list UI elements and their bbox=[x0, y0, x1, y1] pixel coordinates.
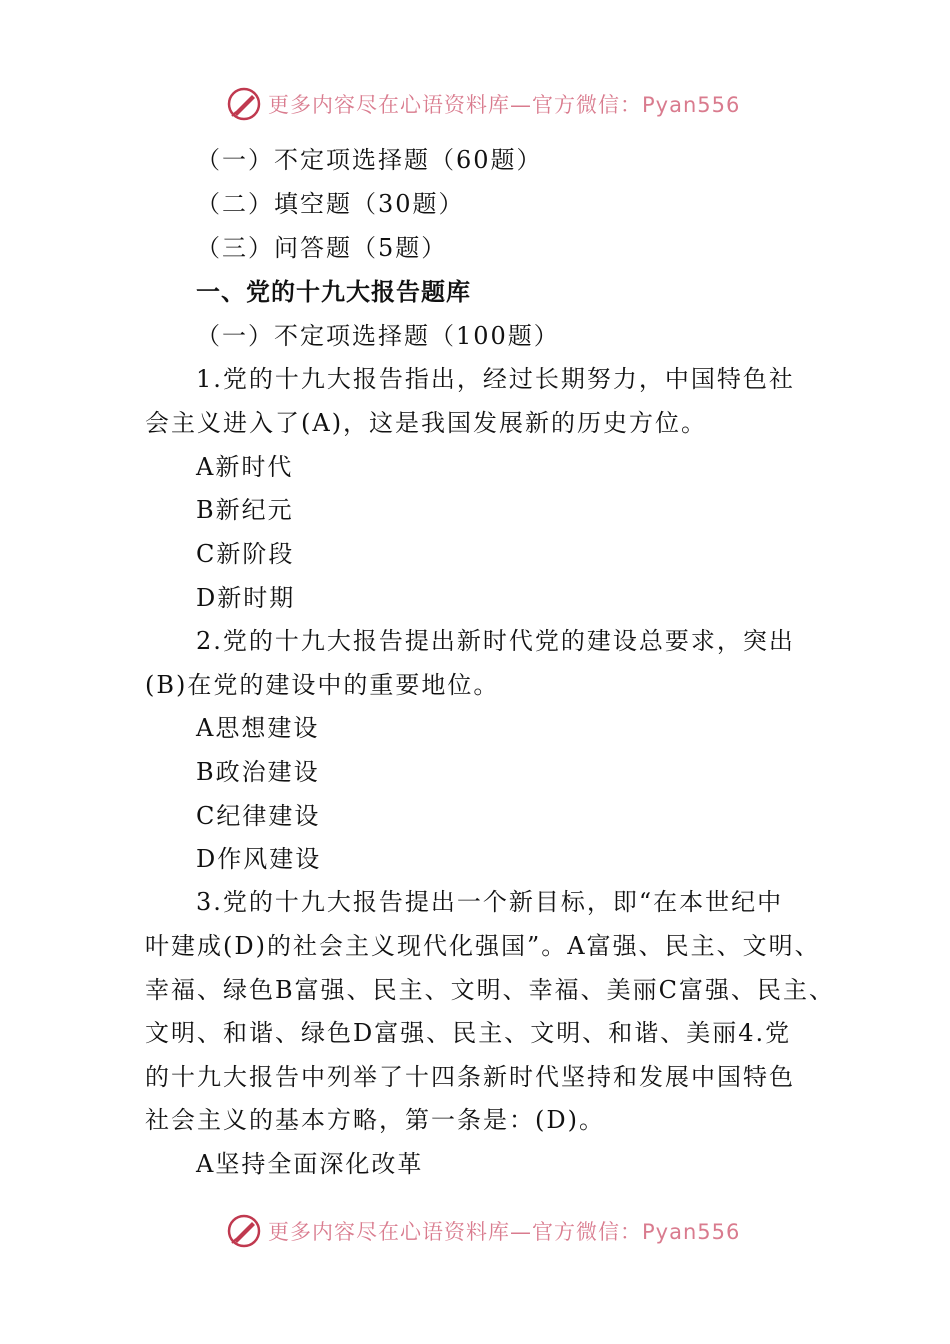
answer-option: A新时代 bbox=[196, 453, 294, 481]
answer-option: A思想建设 bbox=[196, 714, 320, 742]
header-watermark bbox=[226, 84, 740, 124]
question-text: 3.党的十九大报告提出一个新目标，即“在本世纪中 bbox=[196, 888, 784, 916]
footer-watermark bbox=[226, 1211, 740, 1251]
question-text: 的十九大报告中列举了十四条新时代坚持和发展中国特色 bbox=[145, 1063, 795, 1091]
question-text: (B)在党的建设中的重要地位。 bbox=[145, 671, 500, 699]
answer-option: C新阶段 bbox=[196, 540, 295, 568]
quill-logo-icon bbox=[226, 1213, 262, 1249]
question-text: 会主义进入了(A)，这是我国发展新的历史方位。 bbox=[145, 409, 708, 437]
question-text: 2.党的十九大报告提出新时代党的建设总要求，突出 bbox=[196, 627, 795, 655]
quill-logo-icon bbox=[226, 86, 262, 122]
section-heading: 一、党的十九大报告题库 bbox=[196, 278, 471, 306]
question-text: 1.党的十九大报告指出，经过长期努力，中国特色社 bbox=[196, 365, 795, 393]
answer-option: D新时期 bbox=[196, 584, 296, 612]
answer-option: C纪律建设 bbox=[196, 802, 321, 830]
answer-option: B政治建设 bbox=[196, 758, 320, 786]
answer-option: A坚持全面深化改革 bbox=[196, 1150, 424, 1178]
answer-option: D作风建设 bbox=[196, 845, 322, 873]
toc-item: （三）问答题（5题） bbox=[196, 234, 448, 262]
question-text: 社会主义的基本方略，第一条是：(D)。 bbox=[145, 1106, 605, 1134]
watermark-text: 更多内容尽在心语资料库—官方微信：Pyan556 bbox=[268, 93, 741, 117]
answer-option: B新纪元 bbox=[196, 496, 294, 524]
toc-item: （二）填空题（30题） bbox=[196, 190, 465, 218]
toc-item: （一）不定项选择题（60题） bbox=[196, 146, 543, 174]
subsection-heading: （一）不定项选择题（100题） bbox=[196, 322, 560, 350]
watermark-text: 更多内容尽在心语资料库—官方微信：Pyan556 bbox=[268, 1220, 741, 1244]
question-text: 叶建成(D)的社会主义现代化强国”。A富强、民主、文明、 bbox=[145, 932, 821, 960]
question-text: 幸福、绿色B富强、民主、文明、幸福、美丽C富强、民主、 bbox=[145, 976, 835, 1004]
question-text: 文明、和谐、绿色D富强、民主、文明、和谐、美丽4.党 bbox=[145, 1019, 792, 1047]
